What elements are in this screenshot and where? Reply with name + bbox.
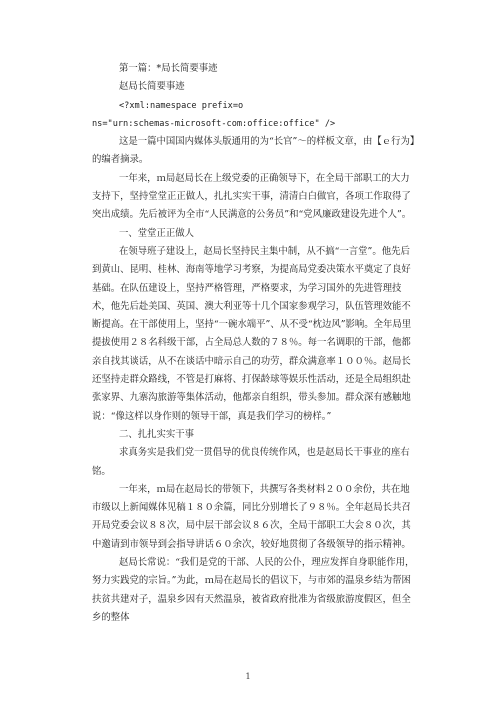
document-heading: 第一篇：*局长简要事迹 — [119, 63, 218, 74]
paragraph: 在领导班子建设上，赵局长坚持民主集中制，从不搞“一言堂”。他先后到黄山、昆明、桂林、海南等地学习考察，为提高局党委决策水平奠定了良好基础。在队伍建设上，坚持严格管理，严格要求，为学习国外的先进管理技术，他先后赴美国、英国、澳大利亚等十几个国家参观学习，队伍管理效能不断提高。在干部使用上，坚持“一碗水端平”、从不受“枕边风”影响。全年局里提拔使用２８名科级干部，占全局总人数的７８％。每一名调职的干部，他都亲自找其谈话，从不在谈话中暗示自己的功劳，群众满意率１００％。赵局长还坚持走群众路线，不管是打麻将、打保龄球等娱乐性活动，还是全局组织赴张家界、九寨沟旅游等集体活动，他都亲自组织，带头参加。群众深有感触地说：“像这样以身作则的领导干部，真是我们学习的榜样。” — [92, 245, 412, 422]
paragraph: 赵局长常说：“我们是党的干部、人民的公仆，理应发挥自身职能作用，努力实践党的宗旨。”为此，ｍ局在赵局长的倡议下，与市郊的温泉乡结为帮困扶贫共建对子，温泉乡因有天然温泉，被省政府批准为省级旅游度假区，但全乡的整体 — [92, 557, 415, 623]
section-heading: 一、堂堂正正做人 — [119, 227, 195, 239]
xml-namespace-line-1: <?xml:namespace prefix=o — [119, 100, 244, 111]
xml-namespace-line-2: ns="urn:schemas-microsoft-com:office:office" /> — [92, 118, 336, 129]
document-subheading: 赵局长简要事迹 — [119, 81, 185, 93]
page-number: 1 — [245, 672, 251, 681]
paragraph: 一年来，ｍ局在赵局长的带领下，共撰写各类材料２００余份，共在地市级以上新闻媒体见稿１８０余篇，同比分别增长了９８％。全年赵局长共召开局党委会议８８次，局中层干部会议８６次，全局干部职工大会８０次，其中邀请到市领导到会指导讲话６０余次，较好地贯彻了各级领导的指示精神。 — [92, 483, 411, 550]
paragraph: 求真务实是我们党一贯倡导的优良传统作风，也是赵局长干事业的座右铭。 — [92, 447, 410, 477]
paragraph: 一年来，ｍ局赵局长在上级党委的正确领导下，在全局干部职工的大力支持下，坚持堂堂正正做人，扎扎实实干事，清清白白做官，各项工作取得了突出成绩。先后被评为全市“人民满意的公务员”和“党风廉政建设先进个人”。 — [92, 172, 412, 221]
document-body — [92, 60, 418, 627]
paragraph: 这是一篇中国国内媒体头版通用的为“长官”～的样板文章，由【ｅ行为】的编者摘录。 — [92, 136, 415, 166]
section-heading: 二、扎扎实实干事 — [119, 428, 195, 440]
